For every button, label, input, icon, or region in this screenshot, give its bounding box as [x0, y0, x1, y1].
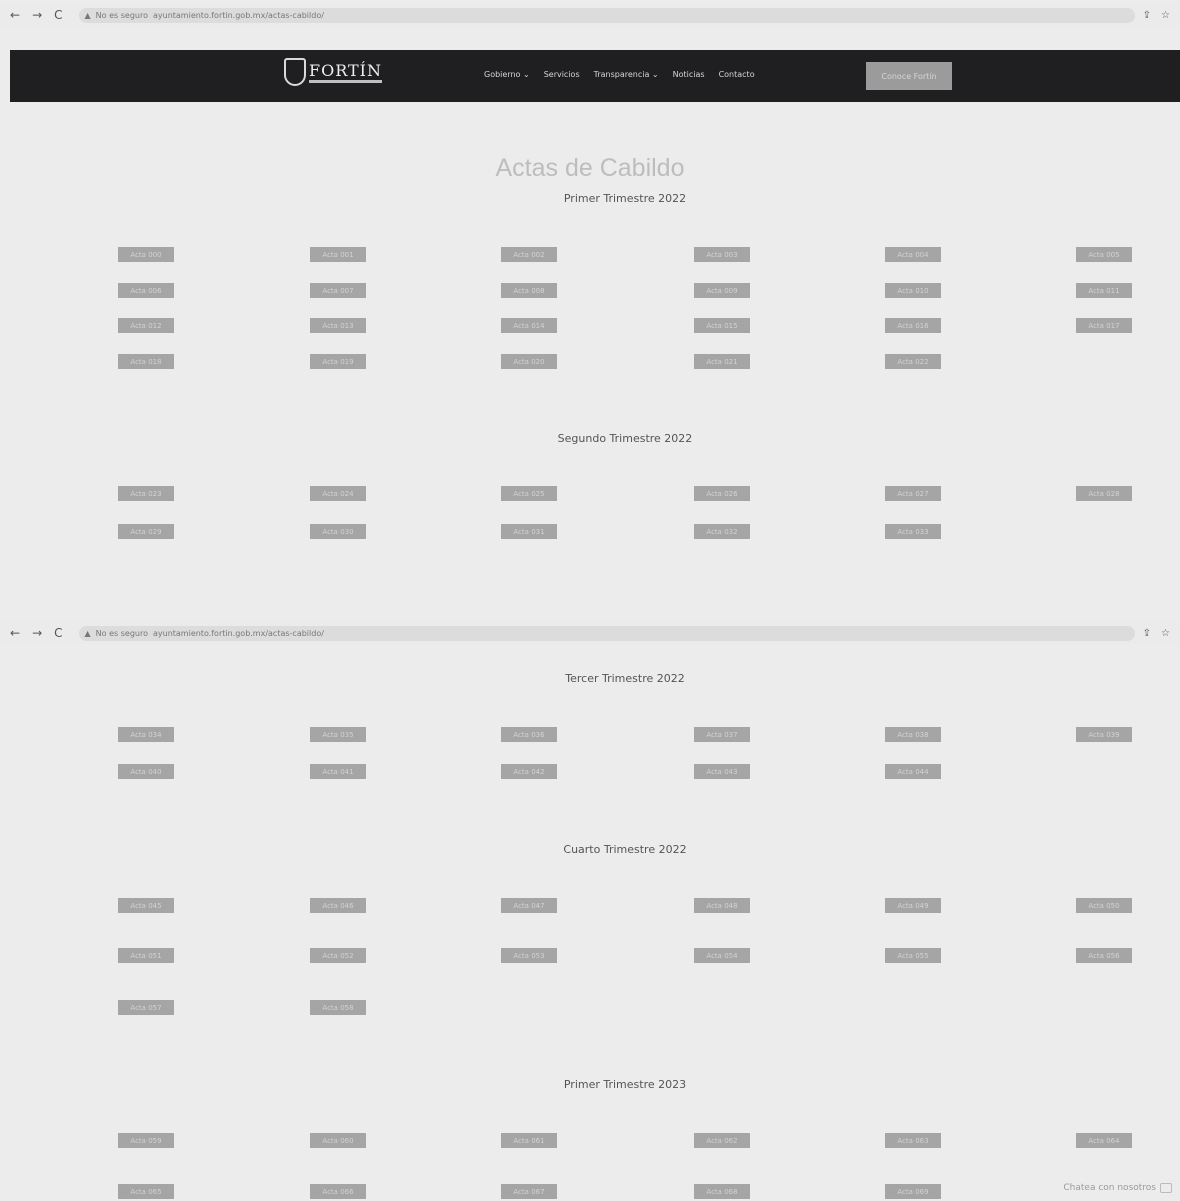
- acta-button[interactable]: Acta 036: [501, 727, 557, 742]
- conoce-fortin-button[interactable]: Conoce Fortín: [866, 62, 952, 90]
- browser-toolbar-bottom: [0, 622, 1180, 644]
- acta-button[interactable]: Acta 009: [694, 283, 750, 298]
- section-heading: Cuarto Trimestre 2022: [563, 843, 687, 856]
- acta-button[interactable]: Acta 059: [118, 1133, 174, 1148]
- acta-button[interactable]: Acta 010: [885, 283, 941, 298]
- nav-servicios[interactable]: Servicios: [543, 70, 580, 79]
- acta-button[interactable]: Acta 050: [1076, 898, 1132, 913]
- acta-button[interactable]: Acta 014: [501, 318, 557, 333]
- acta-button[interactable]: Acta 042: [501, 764, 557, 779]
- site-logo[interactable]: [284, 58, 382, 86]
- acta-button[interactable]: Acta 011: [1076, 283, 1132, 298]
- acta-button[interactable]: Acta 037: [694, 727, 750, 742]
- acta-button[interactable]: Acta 032: [694, 524, 750, 539]
- acta-button[interactable]: Acta 040: [118, 764, 174, 779]
- acta-button[interactable]: Acta 022: [885, 354, 941, 369]
- star-icon[interactable]: ☆: [1161, 627, 1170, 639]
- acta-button[interactable]: Acta 054: [694, 948, 750, 963]
- acta-button[interactable]: Acta 038: [885, 727, 941, 742]
- section-heading: Primer Trimestre 2023: [563, 1078, 687, 1091]
- acta-button[interactable]: Acta 023: [118, 486, 174, 501]
- url-text: ayuntamiento.fortin.gob.mx/actas-cabildo/: [152, 10, 324, 20]
- warning-icon: ▲: [84, 628, 91, 638]
- acta-button[interactable]: Acta 041: [310, 764, 366, 779]
- acta-button[interactable]: Acta 057: [118, 1000, 174, 1015]
- acta-button[interactable]: Acta 043: [694, 764, 750, 779]
- acta-button[interactable]: Acta 016: [885, 318, 941, 333]
- acta-button[interactable]: Acta 002: [501, 247, 557, 262]
- acta-button[interactable]: Acta 029: [118, 524, 174, 539]
- acta-button[interactable]: Acta 068: [694, 1184, 750, 1199]
- site-header: [10, 50, 1180, 102]
- acta-button[interactable]: Acta 015: [694, 318, 750, 333]
- acta-button[interactable]: Acta 031: [501, 524, 557, 539]
- acta-button[interactable]: Acta 024: [310, 486, 366, 501]
- acta-button[interactable]: Acta 026: [694, 486, 750, 501]
- acta-button[interactable]: Acta 020: [501, 354, 557, 369]
- acta-button[interactable]: Acta 019: [310, 354, 366, 369]
- warning-icon: ▲: [84, 10, 91, 20]
- nav-noticias[interactable]: Noticias: [672, 70, 705, 79]
- star-icon[interactable]: ☆: [1161, 9, 1170, 21]
- acta-button[interactable]: Acta 012: [118, 318, 174, 333]
- acta-button[interactable]: Acta 048: [694, 898, 750, 913]
- address-bar[interactable]: [79, 8, 1135, 23]
- acta-button[interactable]: Acta 045: [118, 898, 174, 913]
- section-heading: Segundo Trimestre 2022: [557, 432, 693, 445]
- chat-widget[interactable]: [1063, 1183, 1172, 1193]
- section-heading: Primer Trimestre 2022: [563, 192, 687, 205]
- acta-button[interactable]: Acta 004: [885, 247, 941, 262]
- acta-button[interactable]: Acta 028: [1076, 486, 1132, 501]
- acta-button[interactable]: Acta 062: [694, 1133, 750, 1148]
- acta-button[interactable]: Acta 003: [694, 247, 750, 262]
- nav-transparencia[interactable]: Transparencia ⌄: [593, 70, 659, 79]
- acta-button[interactable]: Acta 027: [885, 486, 941, 501]
- acta-button[interactable]: Acta 063: [885, 1133, 941, 1148]
- acta-button[interactable]: Acta 053: [501, 948, 557, 963]
- acta-button[interactable]: Acta 005: [1076, 247, 1132, 262]
- back-icon[interactable]: ←: [10, 8, 21, 22]
- acta-button[interactable]: Acta 049: [885, 898, 941, 913]
- page-title: Actas de Cabildo: [495, 154, 685, 182]
- acta-button[interactable]: Acta 051: [118, 948, 174, 963]
- back-icon[interactable]: ←: [10, 626, 21, 640]
- acta-button[interactable]: Acta 044: [885, 764, 941, 779]
- reload-icon[interactable]: C: [54, 626, 63, 640]
- acta-button[interactable]: Acta 046: [310, 898, 366, 913]
- acta-button[interactable]: Acta 008: [501, 283, 557, 298]
- acta-button[interactable]: Acta 017: [1076, 318, 1132, 333]
- share-icon[interactable]: ⇪: [1142, 627, 1152, 639]
- security-label: No es seguro: [95, 628, 148, 638]
- acta-button[interactable]: Acta 030: [310, 524, 366, 539]
- acta-button[interactable]: Acta 066: [310, 1184, 366, 1199]
- acta-button[interactable]: Acta 067: [501, 1184, 557, 1199]
- browser-toolbar-top: [0, 4, 1180, 26]
- acta-button[interactable]: Acta 064: [1076, 1133, 1132, 1148]
- reload-icon[interactable]: C: [54, 8, 63, 22]
- nav-gobierno[interactable]: Gobierno ⌄: [484, 70, 530, 79]
- nav-contacto[interactable]: Contacto: [718, 70, 755, 79]
- acta-button[interactable]: Acta 060: [310, 1133, 366, 1148]
- acta-button[interactable]: Acta 001: [310, 247, 366, 262]
- security-label: No es seguro: [95, 10, 148, 20]
- acta-button[interactable]: Acta 033: [885, 524, 941, 539]
- share-icon[interactable]: ⇪: [1142, 9, 1152, 21]
- url-text: ayuntamiento.fortin.gob.mx/actas-cabildo/: [152, 628, 324, 638]
- section-heading: Tercer Trimestre 2022: [565, 672, 685, 685]
- acta-button[interactable]: Acta 018: [118, 354, 174, 369]
- acta-button[interactable]: Acta 047: [501, 898, 557, 913]
- acta-button[interactable]: Acta 065: [118, 1184, 174, 1199]
- acta-button[interactable]: Acta 025: [501, 486, 557, 501]
- acta-button[interactable]: Acta 056: [1076, 948, 1132, 963]
- acta-button[interactable]: Acta 013: [310, 318, 366, 333]
- acta-button[interactable]: Acta 035: [310, 727, 366, 742]
- acta-button[interactable]: Acta 034: [118, 727, 174, 742]
- acta-button[interactable]: Acta 058: [310, 1000, 366, 1015]
- main-nav: [484, 70, 755, 79]
- chat-icon: [1160, 1183, 1172, 1193]
- forward-icon[interactable]: →: [32, 626, 43, 640]
- acta-button[interactable]: Acta 000: [118, 247, 174, 262]
- acta-button[interactable]: Acta 061: [501, 1133, 557, 1148]
- shield-icon: [284, 58, 306, 86]
- address-bar[interactable]: [79, 626, 1135, 641]
- acta-button[interactable]: Acta 021: [694, 354, 750, 369]
- acta-button[interactable]: Acta 039: [1076, 727, 1132, 742]
- acta-button[interactable]: Acta 055: [885, 948, 941, 963]
- acta-button[interactable]: Acta 006: [118, 283, 174, 298]
- chat-label: Chatea con nosotros: [1063, 1183, 1156, 1193]
- logo-text: FORTÍN: [309, 61, 382, 83]
- acta-button[interactable]: Acta 052: [310, 948, 366, 963]
- forward-icon[interactable]: →: [32, 8, 43, 22]
- acta-button[interactable]: Acta 007: [310, 283, 366, 298]
- acta-button[interactable]: Acta 069: [885, 1184, 941, 1199]
